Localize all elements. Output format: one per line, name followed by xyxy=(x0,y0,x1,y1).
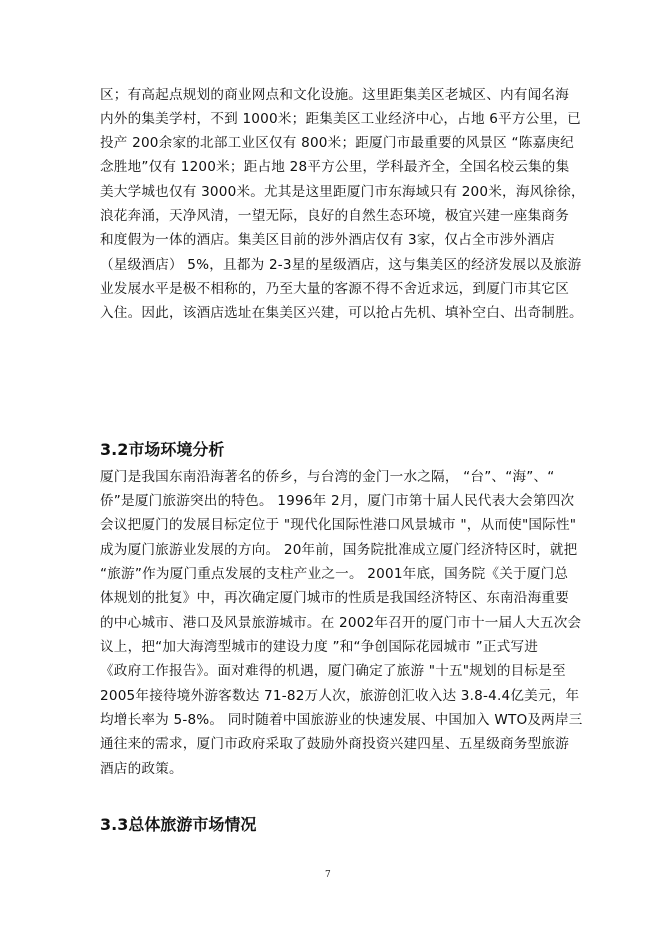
text-line: 业发展水平是极不相称的，乃至大量的客源不得不舍近求远，到厦门市其它区 xyxy=(100,281,569,297)
text-line: 议上，把“加大海湾型城市的建设力度 ”和“争创国际花园城市 ”正式写进 xyxy=(100,639,539,655)
text-line: 入住。因此，该酒店选址在集美区兴建，可以抢占先机、填补空白、出奇制胜。 xyxy=(100,305,583,321)
text-line: 浪花奔涌，天净风清，一望无际，良好的自然生态环境，极宜兴建一座集商务 xyxy=(100,208,569,224)
text-line: 和度假为一体的酒店。集美区目前的涉外酒店仅有 3家，仅占全市涉外酒店 xyxy=(100,232,555,248)
text-line: 《政府工作报告》。面对难得的机遇，厦门确定了旅游 "十五"规划的目标是至 xyxy=(100,663,566,679)
text-line: 酒店的政策。 xyxy=(100,761,183,777)
text-line: （星级酒店） 5%，且都为 2-3星的星级酒店，这与集美区的经济发展以及旅游 xyxy=(100,257,582,273)
text-line: 区；有高起点规划的商业网点和文化设施。这里距集美区老城区、内有闻名海 xyxy=(100,87,569,103)
text-line: 厦门是我国东南沿海著名的侨乡，与台湾的金门一水之隔， “台”、“海”、“ xyxy=(100,469,555,485)
text-line: 的中心城市、港口及风景旅游城市。在 2002年召开的厦门市十一届人大五次会 xyxy=(100,615,582,631)
text-line: 通往来的需求，厦门市政府采取了鼓励外商投资兴建四星、五星级商务型旅游 xyxy=(100,736,569,752)
text-line: 美大学城也仅有 3000米。尤其是这里距厦门市东海域只有 200米，海风徐徐， xyxy=(100,184,585,200)
text-line: 2005年接待境外游客数达 71-82万人次，旅游创汇收入达 3.8-4.4亿美元，年 xyxy=(100,688,580,704)
text-line: 念胜地”仅有 1200米；距占地 28平方公里，学科最齐全，全国名校云集的集 xyxy=(100,159,570,175)
section-heading-3-3: 3.3总体旅游市场情况 xyxy=(100,815,257,834)
text-line: 成为厦门旅游业发展的方向。 20年前，国务院批准成立厦门经济特区时，就把 xyxy=(100,542,578,558)
text-line: 侨”是厦门旅游突出的特色。 1996年 2月，厦门市第十届人民代表大会第四次 xyxy=(100,493,575,509)
text-line: 内外的集美学村，不到 1000米；距集美区工业经济中心，占地 6平方公里，已 xyxy=(100,111,581,127)
text-line: 会议把厦门的发展目标定位于 "现代化国际性港口风景城市 "，从而使"国际性" xyxy=(100,517,577,533)
section-heading-3-2: 3.2市场环境分析 xyxy=(100,440,225,459)
text-line: “旅游”作为厦门重点发展的支柱产业之一。 2001年底，国务院《关于厦门总 xyxy=(100,566,569,582)
page-number: 7 xyxy=(325,870,331,880)
text-line: 均增长率为 5-8%。 同时随着中国旅游业的快速发展、中国加入 WTO及两岸三 xyxy=(100,712,583,728)
text-line: 投产 200余家的北部工业区仅有 800米；距厦门市最重要的风景区 “陈嘉庚纪 xyxy=(100,135,574,151)
text-line: 体规划的批复》中，再次确定厦门城市的性质是我国经济特区、东南沿海重要 xyxy=(100,590,569,606)
